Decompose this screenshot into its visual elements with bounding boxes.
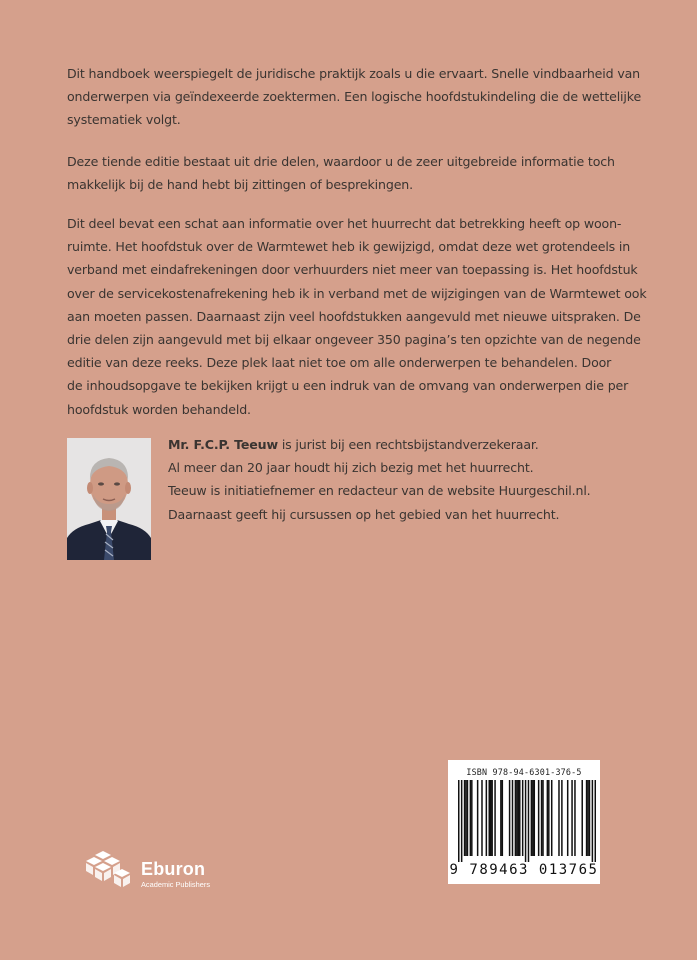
text-line: Dit deel bevat een schat aan informatie over het huurrecht dat betrekking heeft op woon- <box>67 216 622 231</box>
barcode-bar <box>528 780 530 862</box>
bio-line: Teeuw is initiatiefnemer en redacteur van de website Huurgeschil.nl. <box>168 483 591 499</box>
text-line: onderwerpen via geïndexeerde zoektermen. Een logische hoofdstukindeling die de wettelijke <box>67 89 642 105</box>
barcode-bar <box>525 780 527 862</box>
barcode-bar <box>489 780 491 856</box>
barcode-bar <box>470 780 472 856</box>
barcode-bar <box>516 780 518 856</box>
author-photo <box>67 438 151 560</box>
text-line: de inhoudsopgave te bekijken krijgt u een indruk van de omvang van onderwerpen die per <box>67 378 629 394</box>
barcode-bar <box>471 780 473 856</box>
barcode-bar <box>461 780 463 862</box>
barcode-bar <box>542 780 544 856</box>
intro-paragraph-1 <box>67 62 647 132</box>
text-line: hoofdstuk worden behandeld. <box>67 401 251 417</box>
text-line: ruimte. Het hoofdstuk over de Warmtewet heb ik gewijzigd, omdat deze wet grotendeels in <box>67 239 631 255</box>
barcode-bar <box>592 780 594 862</box>
text-line: over de servicekostenafrekening heb ik in verband met de wijzigingen van de Warmtewet ook <box>67 285 647 301</box>
isbn-label: ISBN 978-94-6301-376-5 <box>466 767 582 777</box>
intro-paragraph-3 <box>67 212 647 421</box>
text-line: verband met eindafrekeningen door verhuurders niet meer van toepassing is. Het hoofdstuk <box>67 262 638 278</box>
barcode-bar <box>522 780 524 856</box>
barcode-bar <box>541 780 543 856</box>
author-role: is jurist bij een rechtsbijstandverzekeraar. <box>277 437 539 452</box>
barcode-bars <box>458 780 596 862</box>
intro-paragraph-2 <box>67 150 647 196</box>
barcode-bar <box>500 780 502 856</box>
barcode-bar <box>571 780 573 856</box>
barcode-bar <box>512 780 514 856</box>
barcode-bar <box>494 780 496 856</box>
barcode-bar <box>581 780 583 856</box>
barcode-bar <box>567 780 569 856</box>
text-line: systematiek volgt. <box>67 112 181 128</box>
text-line: Deze tiende editie bestaat uit drie delen, waardoor u de zeer uitgebreide informatie toch <box>67 154 615 169</box>
barcode-bar <box>490 780 492 856</box>
barcode-bar <box>467 780 469 856</box>
cubes-logo-icon <box>84 849 134 891</box>
text-line: makkelijk bij de hand hebt bij zittingen of besprekingen. <box>67 177 413 193</box>
barcode-bar <box>477 780 479 856</box>
barcode-bar <box>547 780 549 856</box>
text-line: editie van deze reeks. Deze plek laat niet toe om alle onderwerpen te behandelen. Door <box>67 355 612 371</box>
barcode-bar <box>464 780 466 856</box>
barcode-bar <box>558 780 560 856</box>
text-line: drie delen zijn aangevuld met bij elkaar ongeveer 350 pagina’s ten opzichte van de negende <box>67 332 641 348</box>
barcode-bar <box>574 780 576 856</box>
ean-digits: 9 789463 013765 <box>449 862 599 878</box>
barcode-bar <box>502 780 504 856</box>
barcode-bar <box>486 780 488 856</box>
publisher-logo <box>84 849 244 891</box>
barcode-bar <box>532 780 534 856</box>
barcode-bar <box>465 780 467 856</box>
text-line: aan moeten passen. Daarnaast zijn veel hoofdstukken aangevuld met nieuwe uitspraken. De <box>67 308 641 324</box>
barcode-bar <box>481 780 483 856</box>
barcode-bar <box>551 780 553 856</box>
barcode-bar <box>531 780 533 856</box>
barcode-bar <box>519 780 521 856</box>
barcode-bar <box>534 780 536 856</box>
isbn-barcode <box>448 760 600 884</box>
bio-line <box>168 433 638 456</box>
barcode-bar <box>595 780 596 862</box>
publisher-subtitle: Academic Publishers <box>141 880 211 889</box>
barcode-bar <box>538 780 540 856</box>
author-bio <box>168 433 638 526</box>
barcode-bar <box>515 780 517 856</box>
barcode-bar <box>518 780 520 856</box>
barcode-bar <box>589 780 591 856</box>
publisher-name: Eburon <box>141 859 206 879</box>
barcode-bar <box>491 780 493 856</box>
barcode-bar <box>586 780 588 856</box>
barcode-bar <box>561 780 563 856</box>
barcode-bar <box>458 780 460 862</box>
bio-line: Daarnaast geeft hij cursussen op het gebied van het huurrecht. <box>168 506 560 522</box>
author-name: Mr. F.C.P. Teeuw <box>168 437 278 452</box>
text-line: Dit handboek weerspiegelt de juridische praktijk zoals u die ervaart. Snelle vindbaarheid van <box>67 66 641 81</box>
barcode-bar <box>509 780 511 856</box>
barcode-bar <box>548 780 550 856</box>
barcode-bar <box>587 780 589 856</box>
bio-line: Al meer dan 20 jaar houdt hij zich bezig met het huurrecht. <box>168 460 534 476</box>
